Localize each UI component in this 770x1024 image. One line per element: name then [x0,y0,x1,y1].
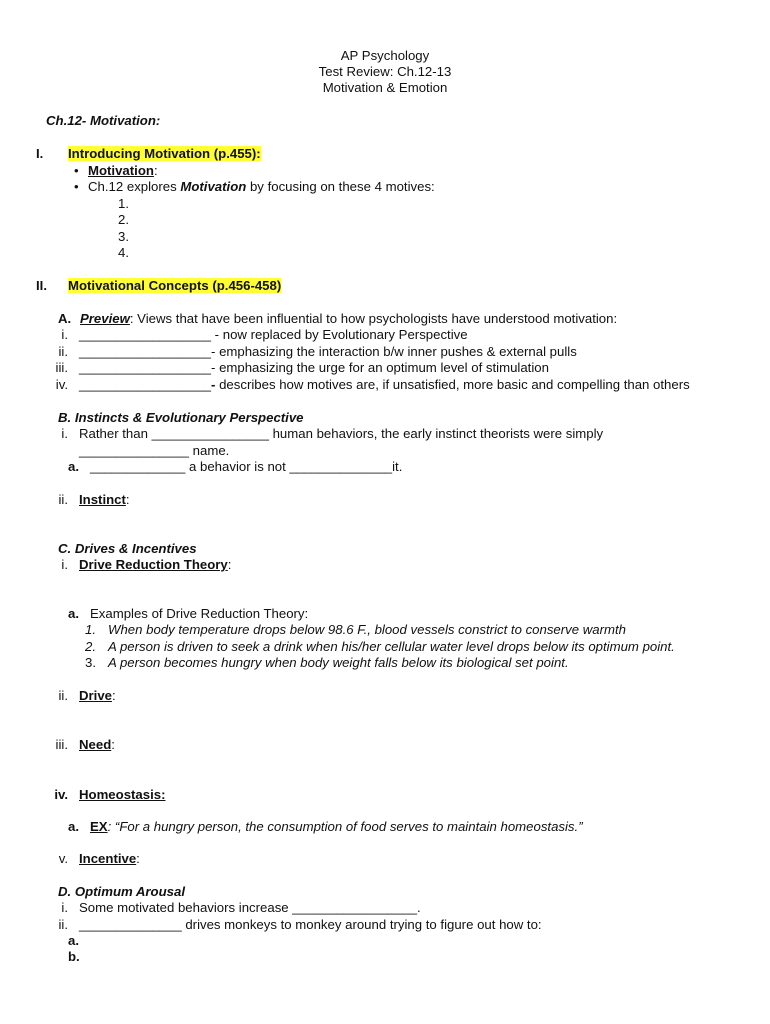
header-line-3: Motivation & Emotion [322,80,448,95]
instinct-item-ii [40,492,130,508]
header-line-1: AP Psychology [340,48,430,63]
item-number: i. [61,900,68,915]
preview-text: : Views that have been influential to how psychologists have understood motivation: [129,311,618,326]
arousal-item-i [40,900,421,916]
motives-text-c: by focusing on these 4 motives: [246,179,435,194]
item-number: iv. [55,377,68,392]
item-text: Examples of Drive Reduction Theory: [90,606,309,621]
example-number: 3. [85,655,96,670]
subsection-a-letter: A. [58,311,72,326]
item-number: ii. [58,492,68,507]
item-number: v. [58,851,68,866]
section-1-title [68,146,261,162]
section-2-number: II. [36,278,47,293]
arousal-item-a: a. [68,933,79,948]
item-text: Some motivated behaviors increase _________________. [79,900,421,915]
item-letter: a. [68,459,79,474]
motive-item-2: 2. [118,212,129,227]
item-blank: __________________ [79,377,212,392]
item-text: ______________ drives monkeys to monkey around trying to figure out how to: [79,917,542,932]
chapter-title: Ch.12- Motivation: [46,113,161,128]
example-2 [80,639,675,655]
subsection-b-title: B. Instincts & Evolutionary Perspective [58,410,304,425]
section-1-title-text: Introducing Motivation (p.455): [68,146,261,161]
bullet-motivation [74,163,158,179]
motive-item-1: 1. [118,196,129,211]
preview-item-iii [40,360,549,376]
instinct-item-a [68,459,402,475]
instinct-item-i [40,426,603,442]
drive-term: Drive [79,688,112,703]
item-number: iv. [54,787,68,802]
arousal-item-b: b. [68,949,80,964]
item-number: iii. [55,737,68,752]
instinct-item-i-cont: _______________ name. [79,443,230,458]
preview-item-iv [40,377,690,393]
item-text: __________________- emphasizing the urge for an optimum level of stimulation [79,360,549,375]
subsection-a-preview [58,311,617,327]
motive-item-4: 4. [118,245,129,260]
item-text: describes how motives are, if unsatisfied, more basic and compelling than others [215,377,690,392]
incentive-term: Incentive [79,851,137,866]
motives-text-b: Motivation [180,179,247,194]
ex-term: EX [90,819,108,834]
bullet-icon: • [74,163,79,178]
item-number: ii. [58,344,68,359]
item-text: _____________ a behavior is not ______________it. [90,459,403,474]
item-colon: : [136,851,140,866]
homeostasis-example [68,819,583,835]
subsection-d-title: D. Optimum Arousal [58,884,186,899]
item-number: i. [61,327,68,342]
example-text: A person is driven to seek a drink when his/her cellular water level drops below its optimum point. [108,639,675,654]
drives-item-i [40,557,231,573]
section-2-title [68,278,281,294]
motivation-term: Motivation [88,163,154,178]
item-colon: : [125,492,130,507]
item-number: ii. [58,917,68,932]
item-text: Rather than ________________ human behaviors, the early instinct theorists were simply [79,426,604,441]
example-1 [80,622,626,638]
item-number: i. [61,557,68,572]
item-number: ii. [58,688,68,703]
section-2-title-text: Motivational Concepts (p.456-458) [68,278,282,293]
item-letter: a. [68,606,79,621]
item-letter: a. [68,819,79,834]
item-number: i. [61,426,68,441]
item-colon: : [112,688,116,703]
instinct-term: Instinct [79,492,126,507]
drives-item-v [40,851,140,867]
drives-item-a [68,606,308,622]
preview-item-i [40,327,468,343]
drives-item-iii [40,737,115,753]
item-colon: : [227,557,232,572]
example-text: When body temperature drops below 98.6 F., blood vessels constrict to conserve warmth [108,622,626,637]
drive-reduction-term: Drive Reduction Theory [79,557,228,572]
example-number: 2. [85,639,96,654]
example-text: A person becomes hungry when body weight falls below its biological set point. [108,655,569,670]
motive-item-3: 3. [118,229,129,244]
motivation-colon: : [153,163,158,178]
bullet-motives [74,179,435,195]
subsection-c-title: C. Drives & Incentives [58,541,197,556]
arousal-item-ii [40,917,542,933]
section-1-number: I. [36,146,44,161]
drives-item-iv [40,787,165,803]
item-dash: - [211,377,216,392]
item-text: __________________- emphasizing the interaction b/w inner pushes & external pulls [79,344,577,359]
need-term: Need [79,737,112,752]
motives-text-a: Ch.12 explores [88,179,181,194]
header-line-2: Test Review: Ch.12-13 [318,64,452,79]
homeostasis-term: Homeostasis: [79,787,166,802]
preview-term: Preview [80,311,130,326]
item-number: iii. [55,360,68,375]
item-colon: : [111,737,115,752]
preview-item-ii [40,344,577,360]
item-text: __________________ - now replaced by Evolutionary Perspective [79,327,468,342]
example-3 [80,655,569,671]
bullet-icon: • [74,179,79,194]
ex-text: : “For a hungry person, the consumption of food serves to maintain homeostasis.” [107,819,583,834]
drives-item-ii [40,688,116,704]
example-number: 1. [85,622,96,637]
